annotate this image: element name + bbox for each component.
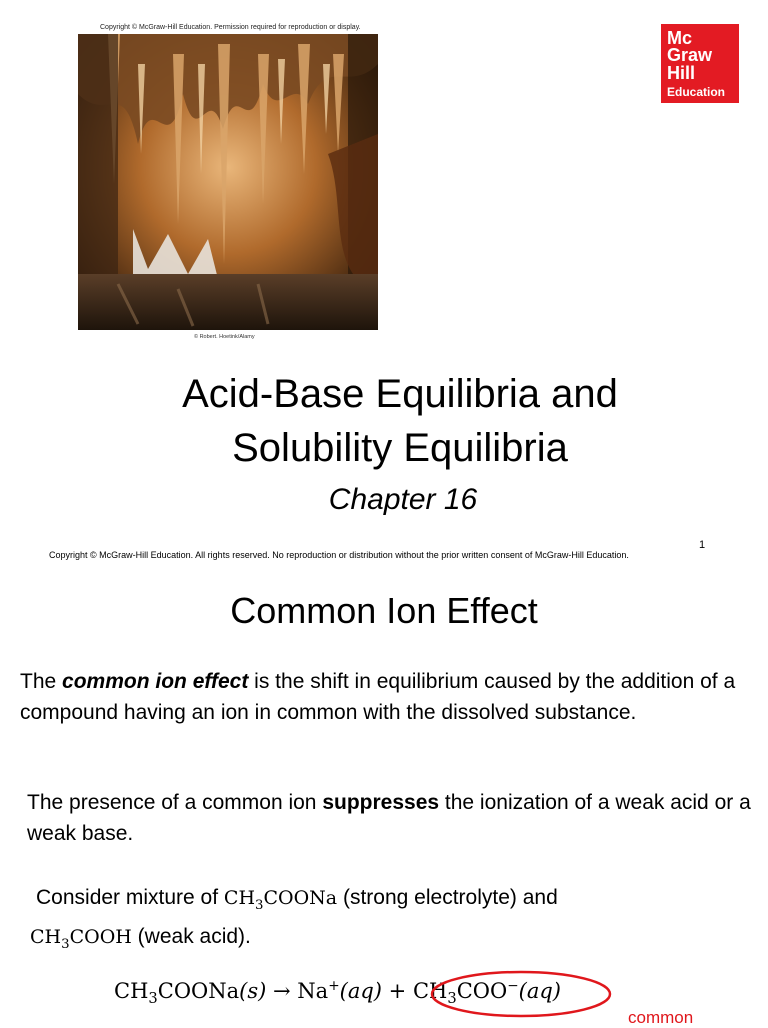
section-title: Common Ion Effect [230,590,538,631]
mixture-line1 [36,882,761,921]
logo-text-mc: Mc [667,28,693,48]
text-span: Consider mixture of [36,886,224,909]
text-span: (strong electrolyte) and [337,886,558,909]
emphasis-word: suppresses [322,791,440,814]
logo-text-education: Education [667,85,726,99]
mixture-paragraph [30,882,761,960]
text-span: (weak acid). [131,924,251,948]
common-ion-annotation: common [628,1008,694,1027]
cave-stalactites-photo [78,34,378,330]
text-span: The presence of a common ion [27,791,323,814]
logo-text-graw: Graw [667,45,713,65]
page-number: 1 [699,539,706,551]
footer-copyright: Copyright © McGraw-Hill Education. All rights reserved. No reproduction or distribution without the prior written consent of McGraw-Hill Education. [49,550,629,560]
formula-acetic-acid: $CH_3COOH$ [30,925,132,952]
logo-text-hill: Hill [667,63,696,83]
key-term: common ion effect [62,670,249,693]
text-span: The [20,670,63,693]
slide-title-line2: Solubility Equilibria [232,426,568,470]
suppression-paragraph [27,787,762,849]
common-ion-highlight-ellipse [429,969,613,1019]
definition-paragraph [20,666,765,728]
photo-copyright-note: Copyright © McGraw-Hill Education. Permission required for reproduction or display. [100,24,361,31]
chapter-subtitle: Chapter 16 [328,483,478,516]
mcgraw-hill-logo [661,24,739,103]
common-ion-term: $CH_3COO^-(aq)$ [412,978,561,1008]
photo-credit: © Robert. Hoetink/Alamy [194,334,255,340]
dissociation-equation: $CH_3COONa(s) \to Na^+(aq) + CH_3COO^-(aq)$ [114,978,561,1008]
text-span: the ionization of a weak acid or a weak base. [27,791,751,845]
slide-title [0,367,768,475]
formula-sodium-acetate: $CH_3COONa$ [223,887,338,913]
slide-title-line1: Acid-Base Equilibria and [182,372,618,416]
mixture-line2 [30,921,761,960]
text-span: is the shift in equilibrium caused by the addition of a compound having an ion in common with the dissolved substance. [20,670,736,724]
